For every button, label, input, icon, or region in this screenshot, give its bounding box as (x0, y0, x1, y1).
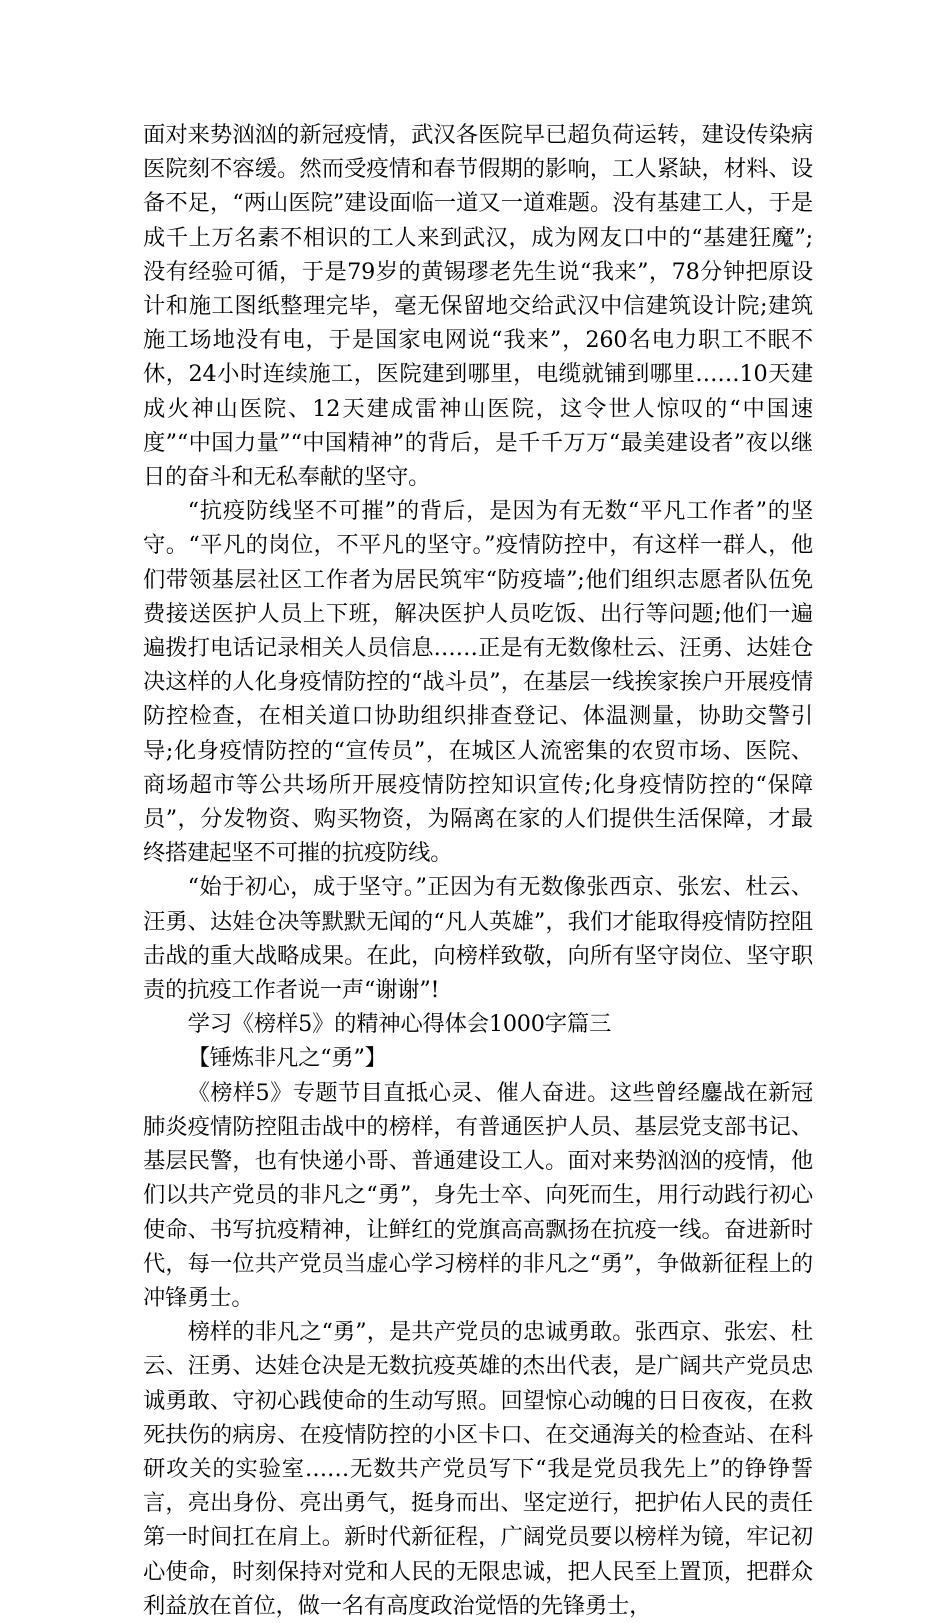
document-page (143, 118, 813, 1623)
paragraph-loyalty-courage: 榜样的非凡之“勇”，是共产党员的忠诚勇敢。张西京、张宏、杜云、汪勇、达娃仓决是无数抗疫英雄的杰出代表，是广阔共产党员忠诚勇敢、守初心践使命的生动写照。回望惊心动魄的日日夜夜，在救死扶伤的病房、在疫情防控的小区卡口、在交通海关的检查站、在科研攻关的实验室……无数共产党员写下“我是党员我先上”的铮铮誓言，亮出身份、亮出勇气，挺身而出、坚定逆行，把护佑人民的责任第一时间扛在肩上。新时代新征程，广阔党员要以榜样为镜，牢记初心使命，时刻保持对党和人民的无限忠诚，把人民至上置顶，把群众利益放在首位，做一名有高度政治觉悟的先锋勇士， (143, 1319, 813, 1619)
paragraph-ordinary-workers: “抗疫防线坚不可摧”的背后，是因为有无数“平凡工作者”的坚守。“平凡的岗位，不平凡的坚守。”疫情防控中，有这样一群人，他们带领基层社区工作者为居民筑牢“防疫墙”;他们组织志愿者队伍免费接送医护人员上下班，解决医护人员吃饭、出行等问题;他们一遍遍拨打电话记录相关人员信息……正是有无数像杜云、汪勇、达娃仓决这样的人化身疫情防控的“战斗员”，在基层一线挨家挨户开展疫情防控检查，在相关道口协助组织排查登记、体温测量，协助交警引导;化身疫情防控的“宣传员”，在城区人流密集的农贸市场、医院、商场超市等公共场所开展疫情防控知识宣传;化身疫情防控的“保障员”，分发物资、购买物资，为隔离在家的人们提供生活保障，才最终搭建起坚不可摧的抗疫防线。 (143, 498, 813, 867)
section-heading: 学习《榜样5》的精神心得体会1000字篇三 (187, 1011, 612, 1038)
paragraph-thanks: “始于初心，成于坚守。”正因为有无数像张西京、张宏、杜云、汪勇、达娃仓决等默默无闻的“凡人英雄”，我们才能取得疫情防控阻击战的重大战略成果。在此，向榜样致敬，向所有坚守岗位、坚守职责的抗疫工作者说一声“谢谢”! (143, 874, 813, 1004)
subheading-courage: 【锤炼非凡之“勇”】 (187, 1045, 387, 1072)
paragraph-program-intro: 《榜样5》专题节目直抵心灵、催人奋进。这些曾经鏖战在新冠肺炎疫情防控阻击战中的榜样，有普通医护人员、基层党支部书记、基层民警，也有快递小哥、普通建设工人。面对来势汹汹的疫情，他们以共产党员的非凡之“勇”，身先士卒、向死而生，用行动践行初心使命、书写抗疫精神，让鲜红的党旗高高飘扬在抗疫一线。奋进新时代，每一位共产党员当虚心学习榜样的非凡之“勇”，争做新征程上的冲锋勇士。 (143, 1079, 813, 1311)
paragraph-hospital-construction: 面对来势汹汹的新冠疫情，武汉各医院早已超负荷运转，建设传染病医院刻不容缓。然而受疫情和春节假期的影响，工人紧缺，材料、设备不足，“两山医院”建设面临一道又一道难题。没有基建工人，于是成千上万名素不相识的工人来到武汉，成为网友口中的“基建狂魔”;没有经验可循，于是79岁的黄锡璆老先生说“我来”，78分钟把原设计和施工图纸整理完毕，毫无保留地交给武汉中信建筑设计院;建筑施工场地没有电，于是国家电网说“我来”，260名电力职工不眠不休，24小时连续施工，医院建到哪里，电缆就铺到哪里……10天建成火神山医院、12天建成雷神山医院，这令世人惊叹的“中国速度”“中国力量”“中国精神”的背后，是千千万万“最美建设者”夜以继日的奋斗和无私奉献的坚守。 (143, 122, 813, 491)
